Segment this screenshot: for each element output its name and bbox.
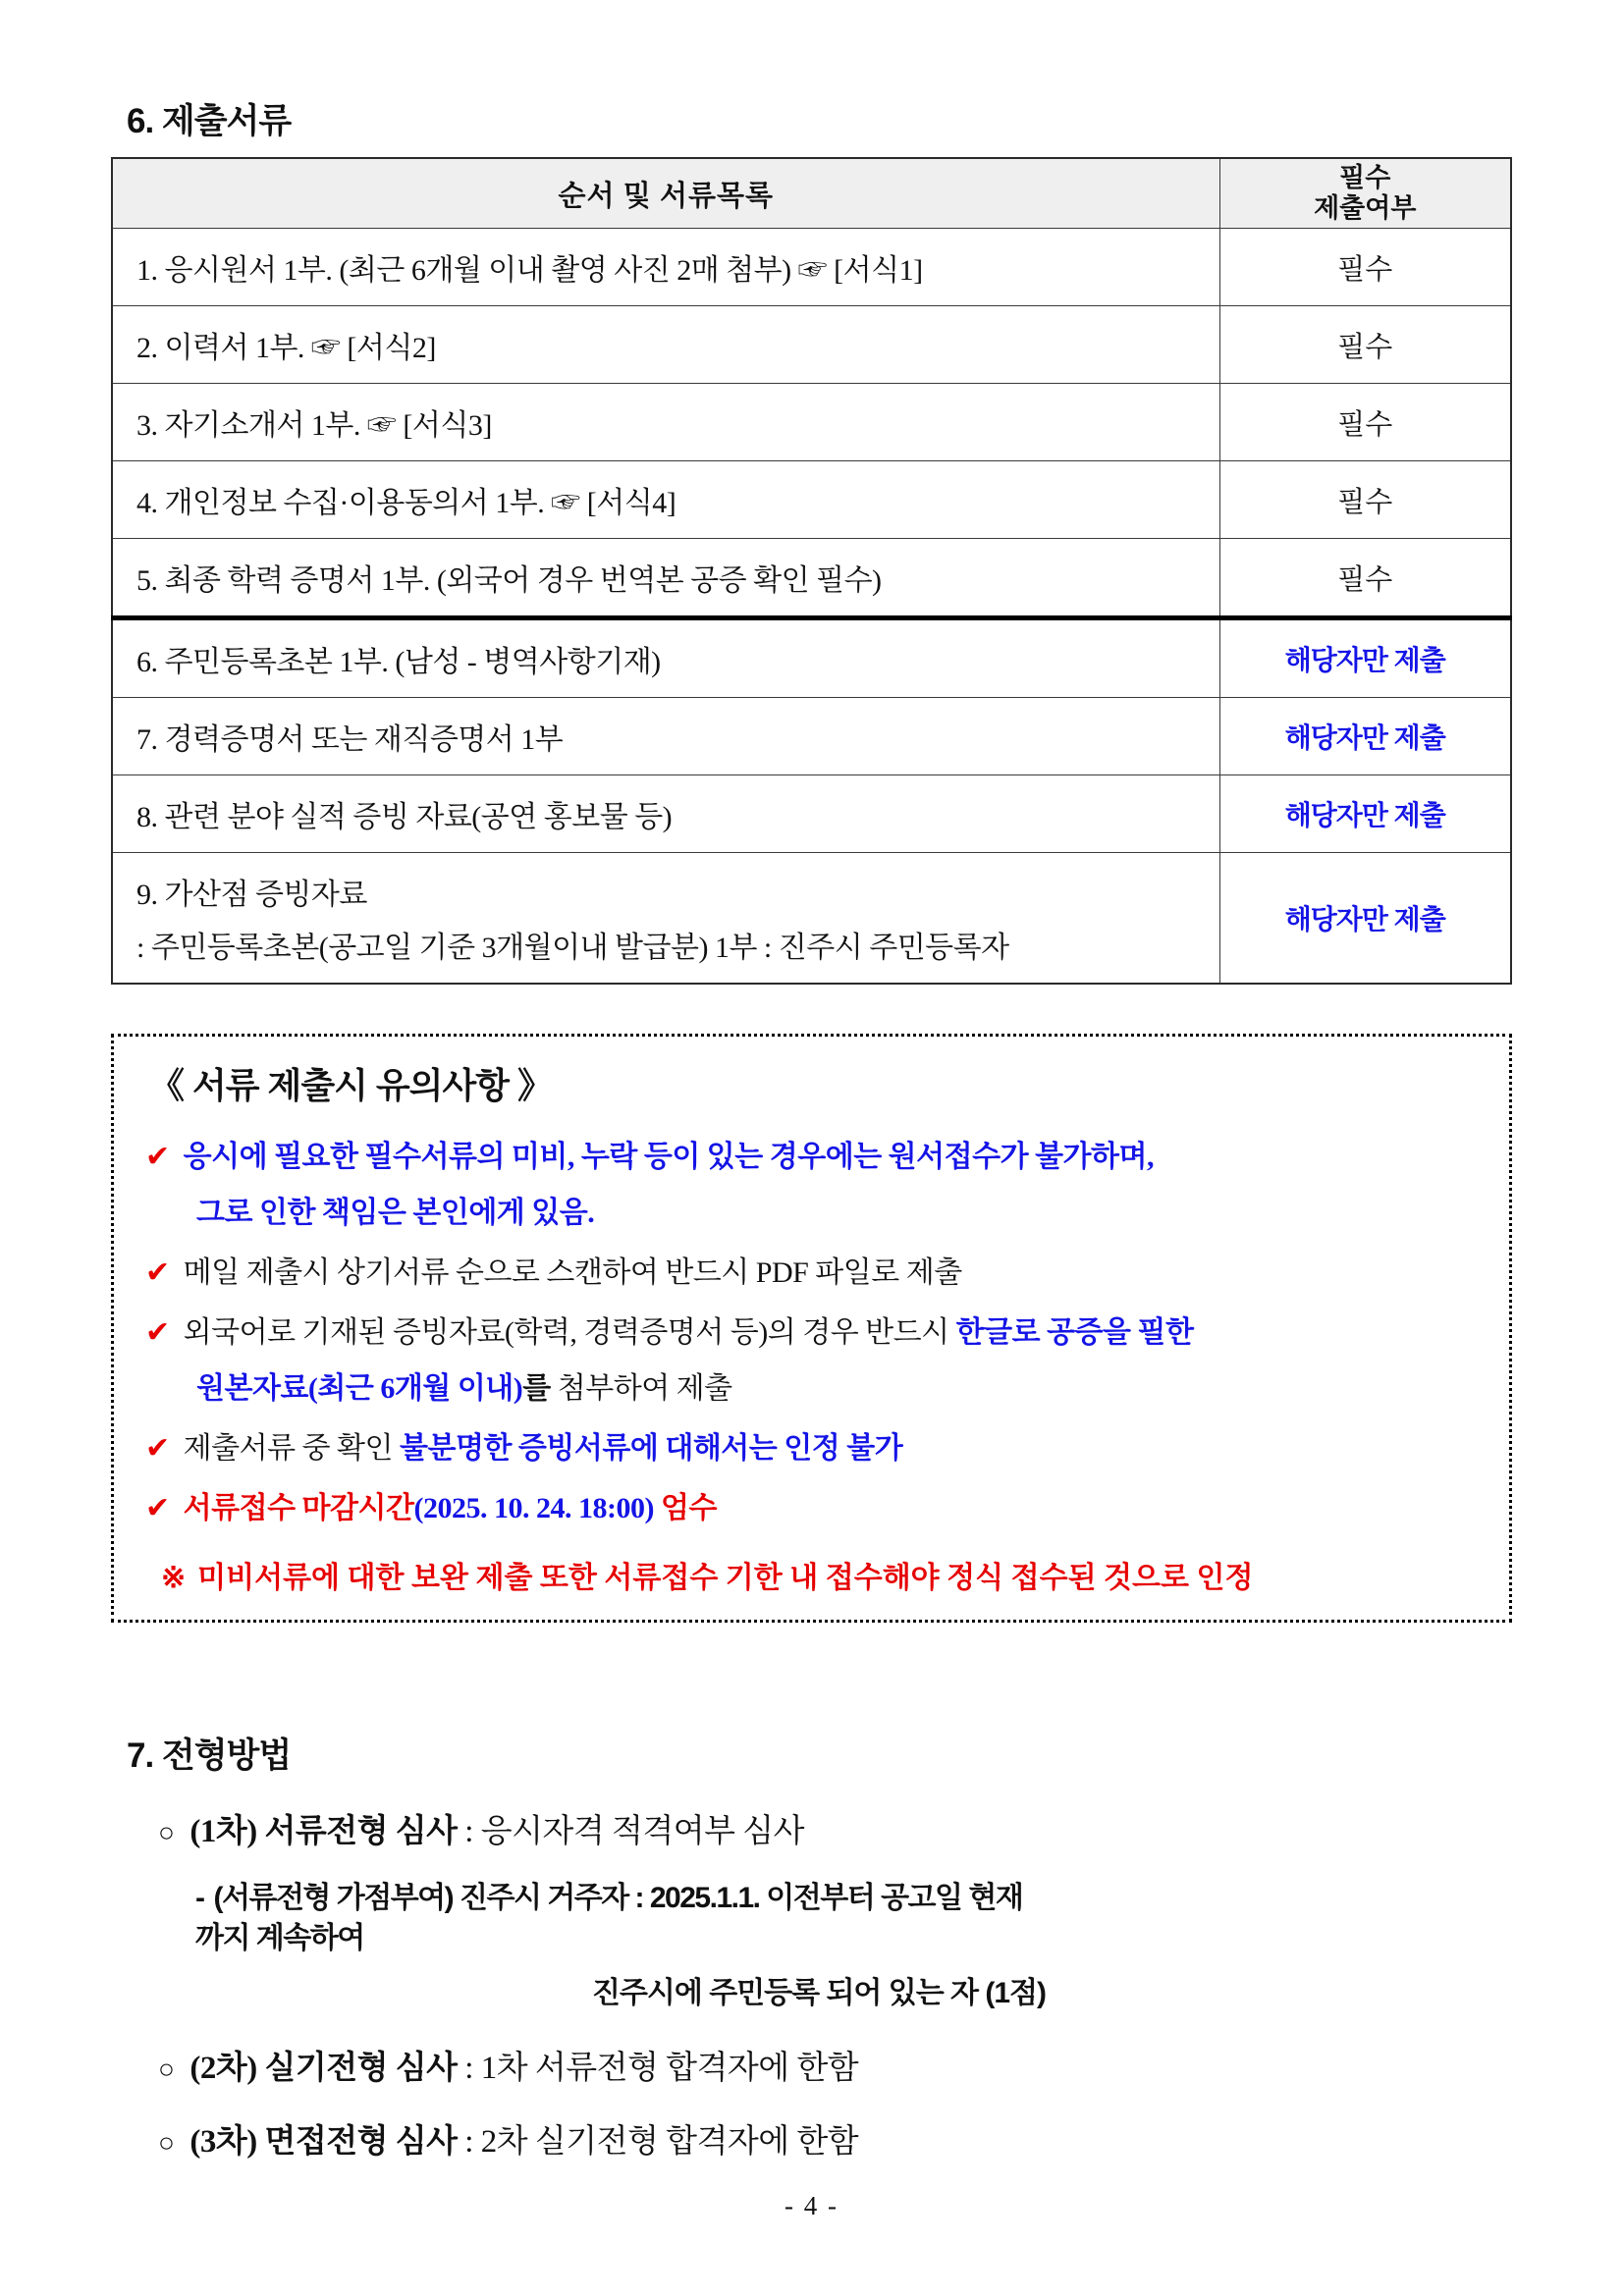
required-status: 필수: [1219, 461, 1511, 539]
selection-step-1-subnote-line2: 진주시에 주민등록 되어 있는 자 (1점): [591, 1977, 1046, 2010]
notice-bullet-3-line2-black: 첨부하여 제출: [550, 1372, 732, 1406]
document-name-line1: 9. 가산점 증빙자료: [136, 879, 367, 912]
required-status: 해당자만 제출: [1219, 698, 1511, 775]
column-header-required: [1219, 158, 1511, 229]
notice-bullet-3-line2-blue: 원본자료(최근 6개월 이내): [196, 1372, 523, 1406]
table-row: [112, 853, 1511, 985]
selection-step-1-name: (1차) 서류전형 심사: [189, 1814, 458, 1850]
subnote-line1-text: (서류전형 가점부여) 진주시 거주자 : 2025.1.1. 이전부터 공고일 현재까지 계속하여: [195, 1882, 1023, 1954]
column-header-documents: 순서 및 서류목록: [112, 158, 1219, 229]
required-status: 해당자만 제출: [1219, 618, 1511, 698]
page-content: [111, 0, 1512, 2162]
notice-footnote: [161, 1553, 1484, 1596]
submission-documents-table: [111, 157, 1512, 985]
notice-box-title: 《 서류 제출시 유의사항 》: [149, 1065, 552, 1106]
notice-bullet-4: [139, 1429, 1484, 1468]
checkmark-icon: ✔: [145, 1431, 170, 1467]
dash-bullet: -: [195, 1882, 204, 1915]
selection-step-3-name: (3차) 면접전형 심사: [189, 2123, 458, 2160]
notice-bullet-2: [139, 1254, 1484, 1292]
reference-mark: ※: [161, 1562, 187, 1595]
notice-bullet-5-red2: 엄수: [653, 1492, 717, 1525]
notice-bullet-1: [139, 1138, 1484, 1176]
circle-bullet-icon: ○: [158, 1818, 175, 1849]
page-number: - 4 -: [784, 2191, 839, 2220]
notice-bullet-1-line2: 그로 인한 책임은 본인에게 있음.: [196, 1197, 595, 1230]
notice-bullet-3-black: 외국어로 기재된 증빙자료(학력, 경력증명서 등)의 경우 반드시: [183, 1316, 956, 1350]
table-row: [112, 618, 1511, 698]
notice-bullet-4-black: 제출서류 중 확인: [183, 1432, 401, 1466]
document-name: 3. 자기소개서 1부. ☞ [서식3]: [112, 384, 1219, 461]
required-status: 필수: [1219, 306, 1511, 384]
table-header-row: [112, 158, 1511, 229]
checkmark-icon: ✔: [145, 1140, 170, 1175]
required-status: 해당자만 제출: [1219, 775, 1511, 853]
column-header-required-line1: 필수: [1339, 163, 1391, 192]
checkmark-icon: ✔: [145, 1255, 170, 1291]
selection-step-1: [158, 1805, 1512, 1851]
document-name: 2. 이력서 1부. ☞ [서식2]: [112, 306, 1219, 384]
notice-bullet-5-blue: (2025. 10. 24. 18:00): [413, 1492, 654, 1525]
document-name: 7. 경력증명서 또는 재직증명서 1부: [112, 698, 1219, 775]
selection-step-1-desc: : 응시자격 적격여부 심사: [457, 1814, 804, 1850]
notice-bullet-2-text: 메일 제출시 상기서류 순으로 스캔하여 반드시 PDF 파일로 제출: [183, 1256, 962, 1290]
submission-notice-box: [111, 1034, 1512, 1623]
notice-bullet-3: [139, 1313, 1484, 1352]
notice-bullet-4-blue: 불분명한 증빙서류에 대해서는 인정 불가: [400, 1432, 903, 1466]
document-name: 8. 관련 분야 실적 증빙 자료(공연 홍보물 등): [112, 775, 1219, 853]
selection-step-2-name: (2차) 실기전형 심사: [189, 2050, 458, 2086]
table-row: [112, 461, 1511, 539]
required-status: 필수: [1219, 539, 1511, 618]
required-status: 필수: [1219, 229, 1511, 306]
selection-step-1-subnote-line1: [195, 1879, 1046, 1958]
selection-step-3: [158, 2115, 1512, 2162]
checkmark-icon: ✔: [145, 1315, 170, 1351]
circle-bullet-icon: ○: [158, 2054, 175, 2085]
table-row: [112, 698, 1511, 775]
selection-step-2: [158, 2042, 1512, 2088]
notice-bullet-1-text: 응시에 필요한 필수서류의 미비, 누락 등이 있는 경우에는 원서접수가 불가하며,: [183, 1141, 1154, 1174]
document-name: [112, 853, 1219, 985]
circle-bullet-icon: ○: [158, 2127, 175, 2159]
notice-bullet-3-line2: [139, 1369, 1484, 1408]
table-row: [112, 229, 1511, 306]
document-name: 5. 최종 학력 증명서 1부. (외국어 경우 번역본 공증 확인 필수): [112, 539, 1219, 618]
document-name: 1. 응시원서 1부. (최근 6개월 이내 촬영 사진 2매 첨부) ☞ [서식1]: [112, 229, 1219, 306]
table-row: [112, 775, 1511, 853]
required-status: 해당자만 제출: [1219, 853, 1511, 985]
section6-title: 6. 제출서류: [127, 102, 292, 140]
column-header-required-line2: 제출여부: [1314, 193, 1417, 224]
document-name-line2: : 주민등록초본(공고일 기준 3개월이내 발급분) 1부 : 진주시 주민등록자: [136, 932, 1009, 965]
selection-step-3-desc: : 2차 실기전형 합격자에 한함: [457, 2123, 859, 2160]
notice-bullet-5: [139, 1489, 1484, 1527]
table-row: [112, 306, 1511, 384]
notice-bullet-5-red1: 서류접수 마감시간: [183, 1492, 414, 1525]
checkmark-icon: ✔: [145, 1491, 170, 1526]
table-row: [112, 384, 1511, 461]
table-row: [112, 539, 1511, 618]
notice-footnote-text: 미비서류에 대한 보완 제출 또한 서류접수 기한 내 접수해야 정식 접수된 것으로 인정: [197, 1562, 1254, 1595]
document-name: 6. 주민등록초본 1부. (남성 - 병역사항기재): [112, 618, 1219, 698]
notice-bullet-3-line2-bold: 를: [522, 1372, 551, 1406]
notice-bullet-3-blue: 한글로 공증을 필한: [955, 1316, 1194, 1350]
selection-step-1-subnote: [195, 1879, 1046, 2014]
document-name: 4. 개인정보 수집·이용동의서 1부. ☞ [서식4]: [112, 461, 1219, 539]
required-status: 필수: [1219, 384, 1511, 461]
section7-title: 7. 전형방법: [127, 1736, 292, 1776]
selection-step-2-desc: : 1차 서류전형 합격자에 한함: [457, 2050, 859, 2086]
